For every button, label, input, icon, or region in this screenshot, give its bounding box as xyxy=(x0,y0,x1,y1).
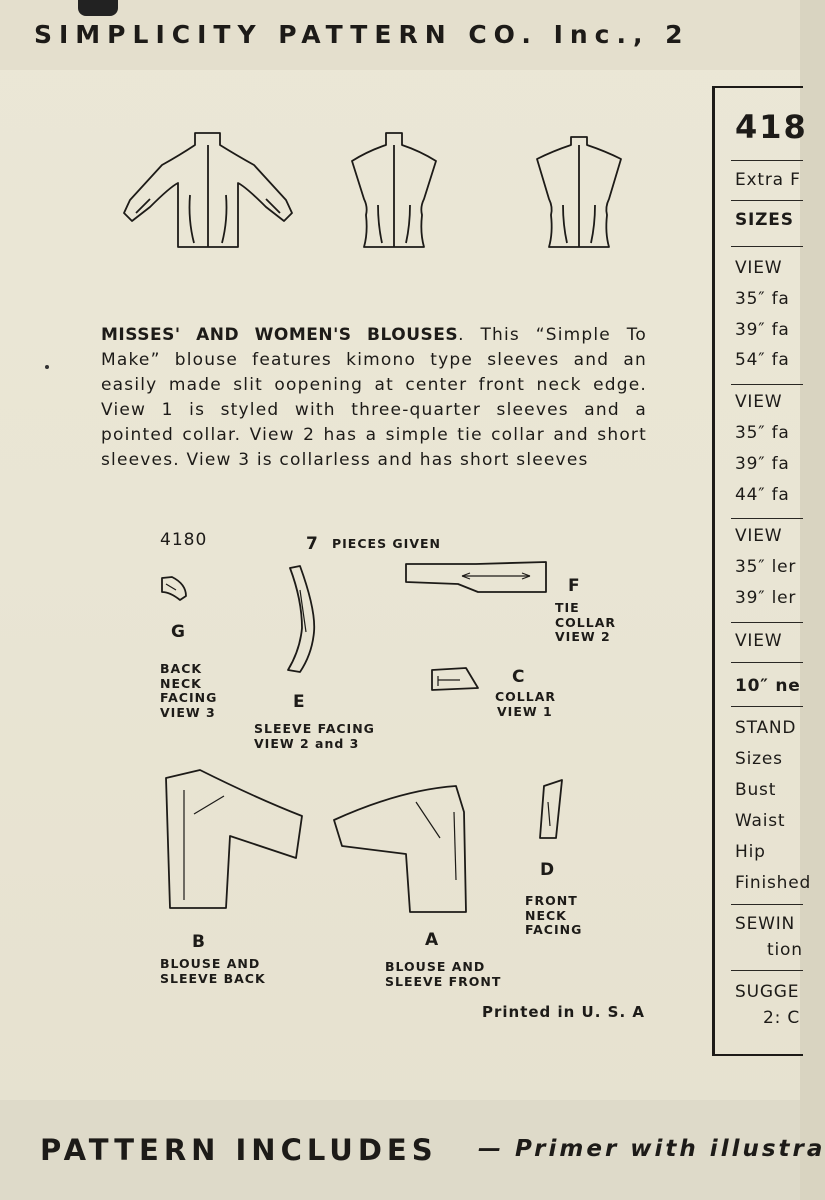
piece-e-label: SLEEVE FACING VIEW 2 and 3 xyxy=(254,721,375,751)
piece-g-label: BACK NECK FACING VIEW 3 xyxy=(160,661,218,720)
panel-row: SIZES xyxy=(735,210,794,230)
ink-dot xyxy=(45,365,49,369)
pieces-given-label: PIECES GIVEN xyxy=(332,536,442,551)
piece-c-label: COLLAR VIEW 1 xyxy=(495,689,557,719)
piece-a-label: BLOUSE AND SLEEVE FRONT xyxy=(385,959,502,989)
panel-row: 54″ fa xyxy=(735,350,790,370)
piece-a-letter: A xyxy=(425,930,439,950)
pattern-description xyxy=(101,323,647,473)
panel-row: Finished xyxy=(735,873,812,893)
description-heading: MISSES' AND WOMEN'S BLOUSES xyxy=(101,325,459,345)
primer-text: — Primer with illustra xyxy=(478,1136,825,1162)
panel-row: Bust xyxy=(735,780,777,800)
piece-f-shape xyxy=(406,562,546,592)
panel-row: Extra F xyxy=(735,170,801,190)
piece-e-letter: E xyxy=(293,692,305,712)
piece-c-letter: C xyxy=(512,667,525,687)
piece-d-shape xyxy=(540,780,562,838)
panel-row: STAND xyxy=(735,718,797,738)
panel-row: Waist xyxy=(735,811,786,831)
piece-c-shape xyxy=(432,668,478,690)
panel-row: Hip xyxy=(735,842,766,862)
piece-f-label: TIE COLLAR VIEW 2 xyxy=(555,600,617,644)
panel-row: 39″ ler xyxy=(735,588,797,608)
blouse-illustrations xyxy=(110,125,610,260)
panel-row: 35″ ler xyxy=(735,557,797,577)
panel-row: 44″ fa xyxy=(735,485,790,505)
panel-pattern-number: 418 xyxy=(735,108,808,146)
envelope-tab xyxy=(78,0,118,16)
pattern-piece-shapes xyxy=(0,520,700,1040)
panel-row: 39″ fa xyxy=(735,454,790,474)
company-header: SIMPLICITY PATTERN CO. Inc., 2 xyxy=(34,20,690,49)
panel-row: Sizes xyxy=(735,749,783,769)
panel-row: tion xyxy=(767,940,803,960)
pattern-number-label: 4180 xyxy=(160,530,208,550)
pieces-count: 7 xyxy=(306,534,318,554)
printed-in-label: Printed in U. S. A xyxy=(482,1003,645,1021)
panel-row: 39″ fa xyxy=(735,320,790,340)
piece-d-letter: D xyxy=(540,860,555,880)
panel-row: 2: C xyxy=(763,1008,801,1028)
panel-row: VIEW xyxy=(735,392,783,412)
pattern-includes-label: PATTERN INCLUDES xyxy=(40,1133,438,1167)
piece-g-letter: G xyxy=(171,622,185,642)
blouse-view-2-drawing xyxy=(352,133,436,247)
panel-row: 35″ fa xyxy=(735,423,790,443)
blouse-view-1-drawing xyxy=(124,133,292,247)
panel-row: SEWIN xyxy=(735,914,796,934)
blouse-view-3-drawing xyxy=(537,137,621,247)
description-body: . This “Simple To Make” blouse features kimono type sleeves and an easily made slit oopening at center front neck edge. View 1 is styled with three-quarter sleeves and a pointed collar. View 2 has a simple tie collar and short sleeves. View 3 is collarless and has short sleeves xyxy=(101,325,647,470)
piece-b-label: BLOUSE AND SLEEVE BACK xyxy=(160,956,266,986)
panel-row: VIEW xyxy=(735,631,783,651)
piece-a-shape xyxy=(334,786,466,912)
panel-row: SUGGE xyxy=(735,982,800,1002)
pattern-pieces-diagram xyxy=(0,520,700,1040)
piece-d-label: FRONT NECK FACING xyxy=(525,893,583,937)
piece-f-letter: F xyxy=(568,576,580,596)
panel-row: VIEW xyxy=(735,526,783,546)
piece-b-shape xyxy=(166,770,302,908)
panel-row: VIEW xyxy=(735,258,783,278)
panel-row: 10″ ne xyxy=(735,676,801,696)
piece-b-letter: B xyxy=(192,932,205,952)
piece-e-shape xyxy=(288,566,314,672)
yardage-panel xyxy=(712,86,812,1056)
panel-row: 35″ fa xyxy=(735,289,790,309)
